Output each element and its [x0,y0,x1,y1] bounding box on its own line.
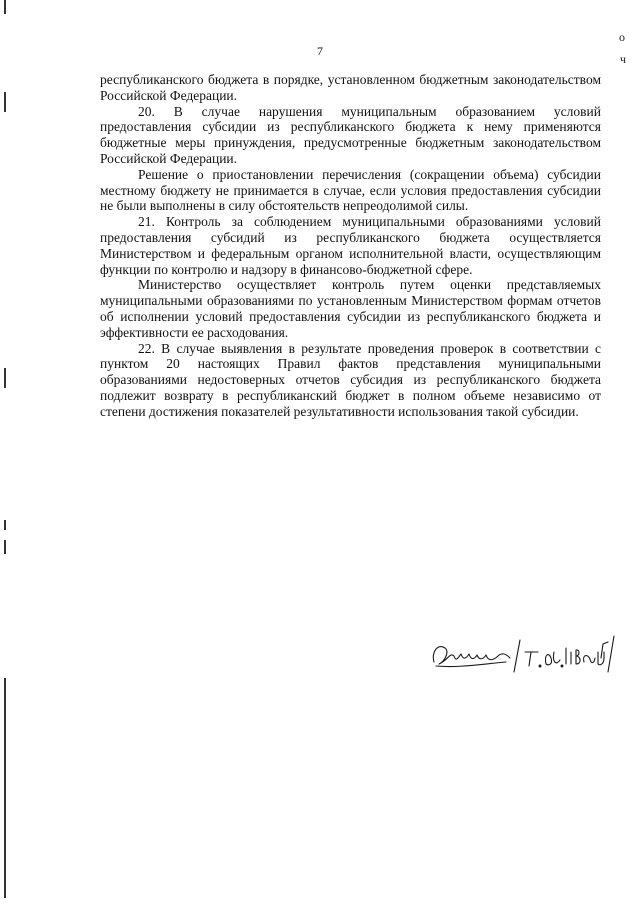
scan-margin-line [4,678,6,898]
scan-margin-line [4,0,6,14]
scan-margin-line [4,540,6,554]
body-text [100,72,601,420]
paragraph-1: республиканского бюджета в порядке, установленном бюджетным законодательством Российской Федерации. [100,72,601,103]
page-number: 7 [317,44,323,58]
scan-margin-line [4,520,6,530]
paragraph-3: Решение о приостановлении перечисления (сокращении объема) субсидии местному бюджету не принимается в случае, если условия предоставления субсидии не были выполнены в силу обстоятельств непреодолимой силы. [100,166,601,214]
paragraph-4: 21. Контроль за соблюдением муниципальными образованиями условий предоставления субсидий из республиканского бюджета осуществляется Министерством и федеральным органом исполнительной власти, осуществляющим функции по контролю и надзору в финансово-бюджетной сфере. [100,214,601,277]
paragraph-5: Министерство осуществляет контроль путем оценки представляемых муниципальными образованиями по установленным Министерством формам отчетов об исполнении условий предоставления субсидии из республиканского бюджета и эффективности ее расходования. [100,277,601,340]
scan-margin-line [4,92,6,112]
paragraph-6: 22. В случае выявления в результате проведения проверок в соответствии с пунктом 20 настоящих Правил фактов представления муниципальными образованиями недостоверных отчетов субсидия из республиканского бюджета подлежит возврату в республиканский бюджет в полном объеме независимо от степени достижения показателей результативности использования такой субсидии. [100,340,601,419]
corner-mark-top: о [619,30,625,44]
handwritten-signature [428,628,628,676]
scan-margin-line [4,368,6,388]
paragraph-2: 20. В случае нарушения муниципальным образованием условий предоставления субсидии из республиканского бюджета к нему применяются бюджетные меры принуждения, предусмотренные бюджетным законодательством Российской Федерации. [100,103,601,166]
corner-mark-bottom: ч [620,52,627,66]
